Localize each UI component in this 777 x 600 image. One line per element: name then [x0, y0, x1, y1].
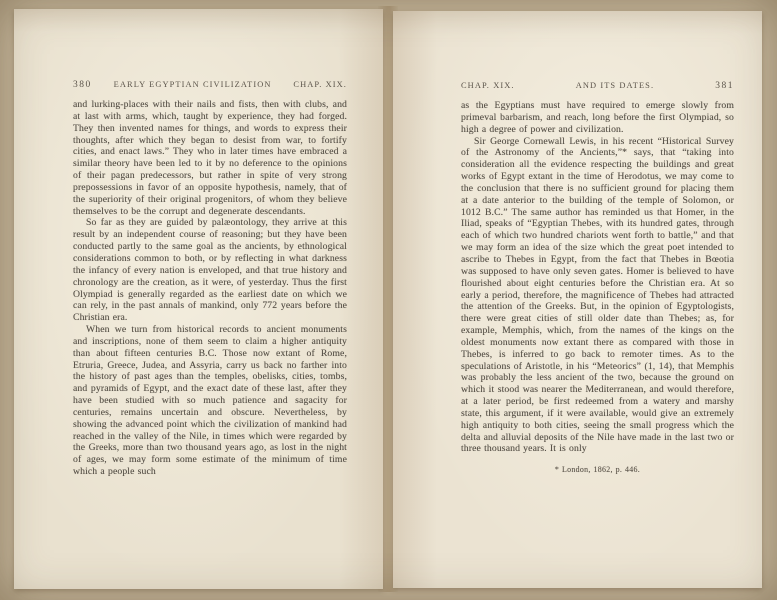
paragraph: as the Egyptians must have required to emerge slowly from primeval barbarism, and reach, long before the first Olympiad, so high a degree of power and civilization.: [461, 100, 734, 135]
right-page-body: [461, 100, 734, 476]
left-page-body: [73, 99, 347, 478]
paragraph: Sir George Cornewall Lewis, in his recent “Historical Survey of the Astronomy of the Ancients,”* says, that “taking into consideration all the evidence respecting the buildings and great works of Egypt extant in the time of Herodotus, we may come to the conclusion that there is no sufficient ground for placing them at a date anterior to the building of the temple of Solomon, or 1012 B.C.” The same author has reminded us that Homer, in the Iliad, speaks of “Egyptian Thebes, with its hundred gates, through each of which two hundred chariots went forth to battle,” and that we may form an idea of the size which the great poet intended to ascribe to Thebes in Egypt, from the fact that Thebes in Bœotia was supposed to have only seven gates. Homer is believed to have flourished about eight centuries before the Christian era. At so early a period, therefore, the magnificence of Thebes had attracted the attention of the Greeks. But, in the opinion of Egyptologists, there were great cities of still older date than Thebes; as, for example, Memphis, which, from the names of the kings on the oldest monuments now extant there as compared with those in Thebes, is inferred to go back to remoter times. As to the speculations of Aristotle, in his “Meteorics” (1, 14), that Memphis was probably the less ancient of the two, because the ground on which it stood was nearer the Mediterranean, and would therefore, at a later period, be first redeemed from a watery and marshy state, this argument, if it were available, would give an extremely high antiquity to both cities, seeing the small progress which the delta and alluvial deposits of the Nile have made in the last two or three thousand years. It is only: [461, 135, 734, 455]
left-page-number: 380: [73, 80, 92, 90]
left-running-title: EARLY EGYPTIAN CIVILIZATION: [113, 80, 272, 89]
left-chapter-label: CHAP. XIX.: [293, 80, 347, 89]
footnote: * London, 1862, p. 446.: [554, 465, 641, 475]
left-page-header: [73, 80, 347, 90]
right-page-number: 381: [715, 81, 734, 91]
paragraph: When we turn from historical records to ancient monuments and inscriptions, none of them seem to claim a higher antiquity than about fifteen centuries B.C. Those now extant of Rome, Etruria, Greece, Judea, and Assyria, carry us back no farther into the history of past ages than the temples, obelisks, cities, tombs, and pyramids of Egypt, and the exact date of these last, after they have been studied with so much patience and sagacity for centuries, remains uncertain and obscure. Nevertheless, by showing the advanced point which the civilization of mankind had reached in the valley of the Nile, in times which were regarded by the Greeks, more than two thousand years ago, as lost in the night of ages, we may form some estimate of the minimum of time which a people such: [73, 324, 347, 478]
paragraph: and lurking-places with their nails and fists, then with clubs, and at last with arms, which, taught by experience, they had forged. They then invented names for things, and words to express their thoughts, after which they began to desist from war, to fortify cities, and enact laws.” They who in later times have embraced a similar theory have been led to it by no deference to the opinions of their pagan predecessors, but rather in spite of very strong prepossessions in favor of an opposite hypothesis, namely, that of the superiority of their original progenitors, of whom they believe themselves to be the corrupt and degenerate descendants.: [73, 99, 347, 217]
left-page: [14, 9, 383, 589]
right-page: [393, 11, 762, 588]
right-chapter-label: CHAP. XIX.: [461, 81, 515, 90]
paragraph: So far as they are guided by palæontology, they arrive at this result by an independent course of reasoning; but they have been conducted partly to the same goal as the ancients, by ethnological considerations common to both, or by reflecting in what darkness the infancy of every nation is enveloped, and that true history and chronology are the creation, as it were, of yesterday. Thus the first Olympiad is generally regarded as the earliest date on which we can rely, in the past annals of mankind, only 772 years before the Christian era.: [73, 217, 347, 324]
right-page-header: [461, 81, 734, 91]
right-running-title: AND ITS DATES.: [575, 81, 655, 90]
